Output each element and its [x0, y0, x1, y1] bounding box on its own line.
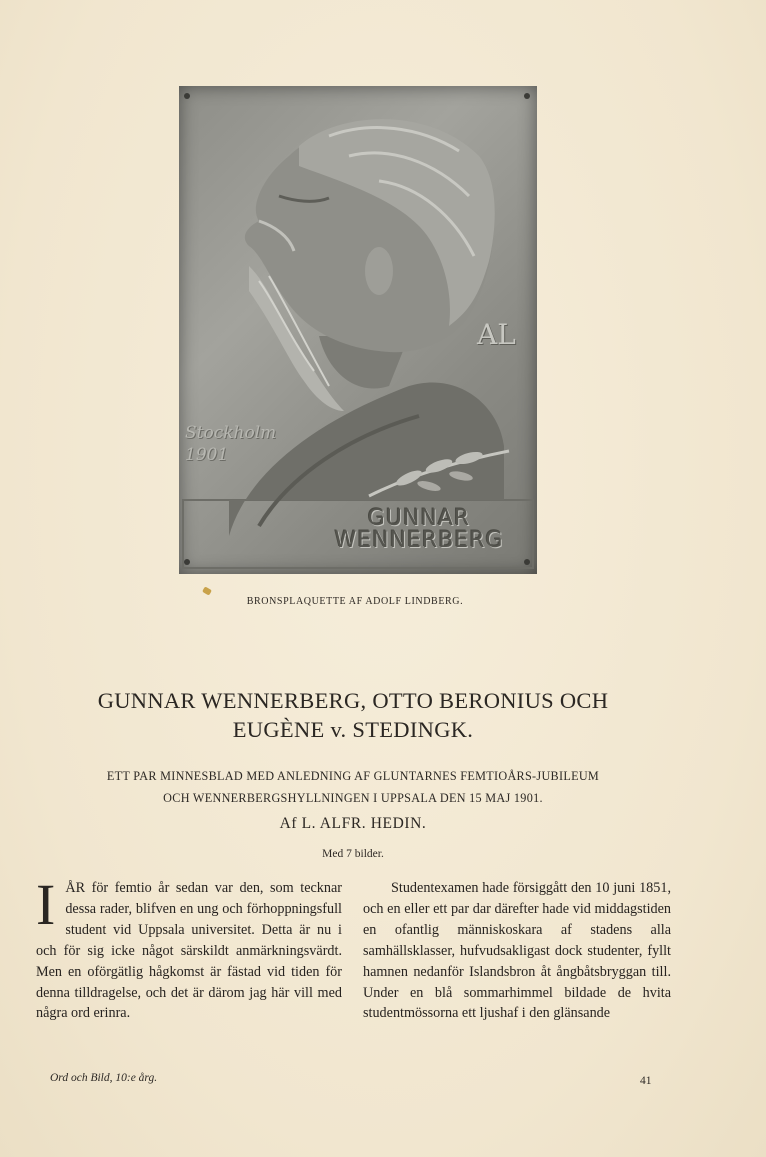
figure-caption: BRONSPLAQUETTE AF ADOLF LINDBERG. [246, 596, 464, 607]
right-column [363, 878, 671, 1024]
page-number: 41 [640, 1075, 652, 1087]
screw-icon [524, 93, 530, 99]
author-byline: Af L. ALFR. HEDIN. [279, 815, 427, 832]
images-note: Med 7 bilder. [322, 848, 384, 860]
bronze-plaquette-image [179, 86, 537, 574]
name-line-2: WENNERBERG [334, 528, 504, 553]
screw-icon [524, 559, 530, 565]
title-line-1: GUNNAR WENNERBERG, OTTO BERONIUS OCH [97, 688, 609, 713]
subtitle-line-2: OCH WENNERBERGSHYLLNINGEN I UPPSALA DEN 15 MAJ 1901. [163, 791, 543, 805]
city-line: Stockholm [185, 423, 277, 443]
year-line: 1901 [185, 445, 229, 465]
screw-icon [184, 93, 190, 99]
journal-signature: Ord och Bild, 10:e årg. [50, 1072, 158, 1084]
subtitle-line-1: ETT PAR MINNESBLAD MED ANLEDNING AF GLUNTARNES FEMTIOÅRS-JUBILEUM [106, 769, 600, 783]
monogram-logo: AL [477, 318, 516, 351]
left-column [36, 872, 342, 1024]
article-subtitle [40, 765, 666, 809]
screw-icon [184, 559, 190, 565]
title-line-2: EUGÈNE v. STEDINGK. [232, 717, 474, 742]
ink-spot [202, 586, 212, 595]
drop-cap: I [36, 872, 56, 937]
plaque-city-inscription [185, 422, 275, 466]
name-line-1: GUNNAR [367, 506, 471, 531]
plaque-name-inscription [309, 508, 529, 552]
left-column-text: ÅR för femtio år sedan var den, som tecknar dessa rader, blifven en ung och förhoppningsfull student vid Uppsala universitet. Detta är nu i och för sig icke något särskildt anmärkningsvärdt. Men en oförgätlig hågkomst är fästad vid tiden för denna tilldragelse, och det är därom jag här vill med några ord erinra. [36, 880, 342, 1022]
right-column-text: Studentexamen hade försiggått den 10 juni 1851, och en eller ett par dar därefter hade vid middagstiden en ofantlig människoskara af stadens alla samhällsklasser, hufvudsakligast dock studenter, fyllt hamnen nedanför Islandsbron åt ångbåtsbryggan till. Under en blå sommarhimmel bildade de hvita studentmössorna ett ljushaf i den glänsande [363, 880, 671, 1022]
article-title [40, 686, 666, 744]
